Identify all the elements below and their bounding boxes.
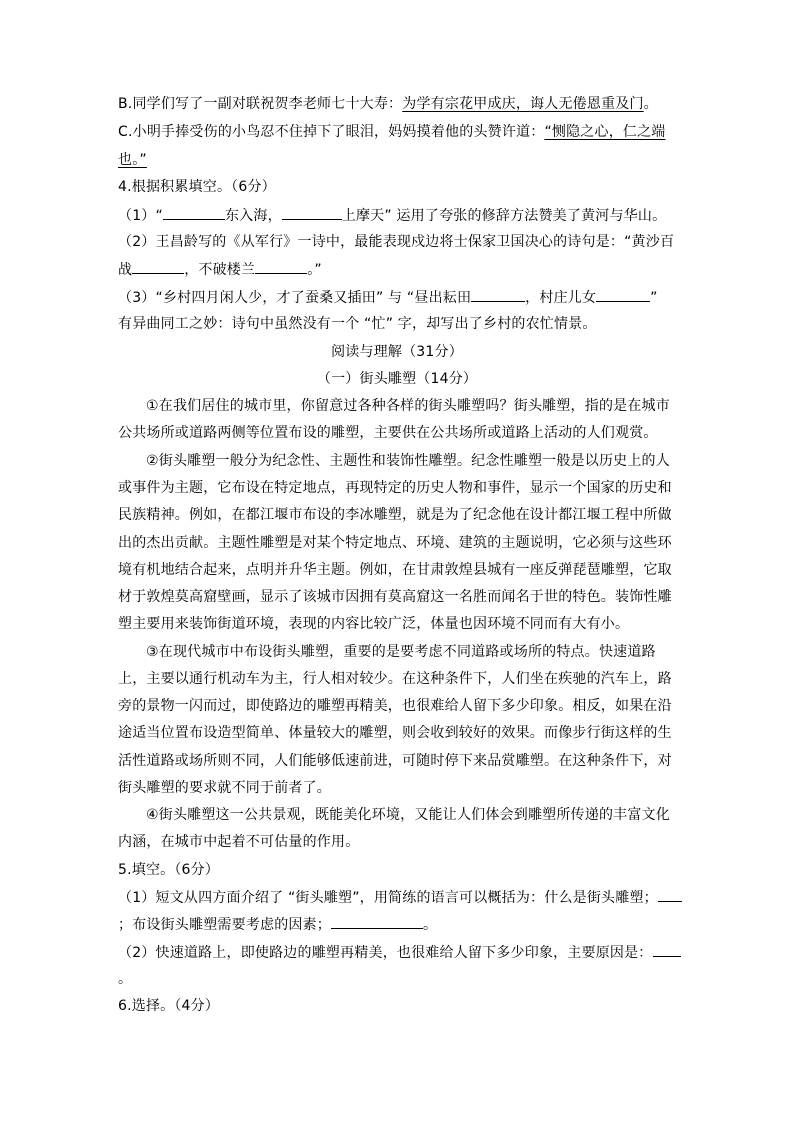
- option-b-end: 。: [643, 96, 658, 112]
- fill-blank[interactable]: [596, 287, 650, 302]
- paragraph-3-line: 途适当位置布设造型简单、体量较大的雕塑，则会收到较好的效果。而像步行街这样的生: [118, 725, 672, 741]
- paragraph-4-line: 内涵，在城市中起着不可估量的作用。: [118, 834, 360, 850]
- fill-blank[interactable]: [132, 259, 184, 274]
- section-title: 阅读与理解（31分）: [331, 344, 463, 360]
- paragraph-3-line: ③在现代城市中布设街头雕塑，重要的是要考虑不同道路或场所的特点。快速道路: [146, 644, 656, 660]
- paragraph-1-line: 公共场所或道路两侧等位置布设的雕塑，主要供在公共场所或道路上活动的人们观赏。: [118, 425, 658, 441]
- paragraph-3-line: 街头雕塑的要求就不同于前者了。: [118, 780, 331, 796]
- paragraph-2-line: 出的杰出贡献。主题性雕塑是对某个特定地点、环境、建筑的主题说明，它必须与这些环: [118, 535, 672, 551]
- q5-title: 5.填空。（6分）: [118, 862, 220, 878]
- q4-title: 4.根据积累填空。（6分）: [118, 179, 276, 195]
- option-b-underlined: 为学有宗花甲成庆，诲人无倦恩重及门: [402, 96, 644, 112]
- option-c-cont: [118, 150, 678, 170]
- q5-item1: （1）短文从四方面介绍了 “街头雕塑”，用简练的语言可以概括为：什么是街头雕塑；: [118, 887, 678, 908]
- q5-item1-cont: ；布设街头雕塑需要考虑的因素； 。: [118, 914, 678, 935]
- fill-blank[interactable]: [331, 914, 423, 929]
- fill-blank[interactable]: [658, 887, 682, 902]
- fill-blank[interactable]: [255, 259, 307, 274]
- q5-item2-cont: 。: [118, 971, 133, 987]
- paragraph-2-line: 境有机地结合起来，点明并升华主题。例如，在甘肃敦煌县城有一座反弹琵琶雕塑，它取: [118, 562, 672, 578]
- q4-item2-cont: 战 ，不破楼兰 。”: [118, 259, 678, 280]
- paragraph-3-line: 上，主要以通行机动车为主，行人相对较少。在这种条件下，人们坐在疾驰的汽车上，路: [118, 671, 672, 687]
- paragraph-3-line: 活性道路或场所则不同，人们能够低速前进，可随时停下来品赏雕塑。在这种条件下，对: [118, 753, 672, 769]
- option-c-underlined-2: 也。”: [118, 152, 147, 168]
- q4-item2: （2）王昌龄写的《从军行》一诗中，最能表现戍边将士保家卫国决心的诗句是：“黄沙百: [118, 234, 675, 250]
- fill-blank[interactable]: [163, 205, 225, 220]
- q5-item2: （2）快速道路上，即使路边的雕塑再精美，也很难给人留下多少印象，主要原因是：: [118, 942, 678, 963]
- paragraph-2-line: ②街头雕塑一般分为纪念性、主题性和装饰性雕塑。纪念性雕塑一般是以历史上的人: [146, 453, 670, 469]
- fill-blank[interactable]: [282, 205, 342, 220]
- option-c: [118, 122, 678, 142]
- passage-title: （一）街头雕塑（14分）: [316, 371, 478, 387]
- fill-blank[interactable]: [471, 287, 525, 302]
- option-b: [118, 94, 678, 114]
- q6-title: 6.选择。（4分）: [118, 998, 220, 1014]
- paragraph-2-line: 塑主要用来装饰街道环境，表现的内容比较广泛，体量也因环境不同而有大有小。: [118, 616, 630, 632]
- fill-blank[interactable]: [653, 942, 681, 957]
- paragraph-3-line: 旁的景物一闪而过，即使路边的雕塑再精美，也很难给人留下多少印象。相反，如果在沿: [118, 698, 672, 714]
- paragraph-2-line: 或事件为主题，它布设在特定地点，再现特定的历史人物和事件，显示一个国家的历史和: [118, 480, 672, 496]
- paragraph-1-line: ①在我们居住的城市里，你留意过各种各样的街头雕塑吗？街头雕塑，指的是在城市: [146, 398, 670, 414]
- q4-item1: （1）“ 东入海， 上摩天” 运用了夸张的修辞方法赞美了黄河与华山。: [118, 205, 678, 226]
- q4-item3-cont: 有异曲同工之妙：诗句中虽然没有一个 “忙” 字，却写出了乡村的农忙情景。: [118, 316, 597, 332]
- paragraph-4-line: ④街头雕塑这一公共景观，既能美化环境，又能让人们体会到雕塑所传递的丰富文化: [146, 807, 670, 823]
- paragraph-2-line: 材于敦煌莫高窟壁画，显示了该城市因拥有莫高窟这一名胜而闻名于世的特色。装饰性雕: [118, 589, 672, 605]
- paragraph-2-line: 民族精神。例如，在都江堰市布设的李冰雕塑，就是为了纪念他在设计都江堰工程中所做: [118, 507, 672, 523]
- option-c-underlined: “恻隐之心，仁之端: [544, 124, 666, 140]
- option-b-text: B.同学们写了一副对联祝贺李老师七十大寿：: [118, 96, 403, 112]
- option-c-text: C.小明手捧受伤的小鸟忍不住掉下了眼泪，妈妈摸着他的头赞许道：: [118, 124, 545, 140]
- q4-item3: （3）“乡村四月闲人少，才了蚕桑又插田” 与 “昼出耘田 ，村庄儿女 ”: [118, 287, 678, 308]
